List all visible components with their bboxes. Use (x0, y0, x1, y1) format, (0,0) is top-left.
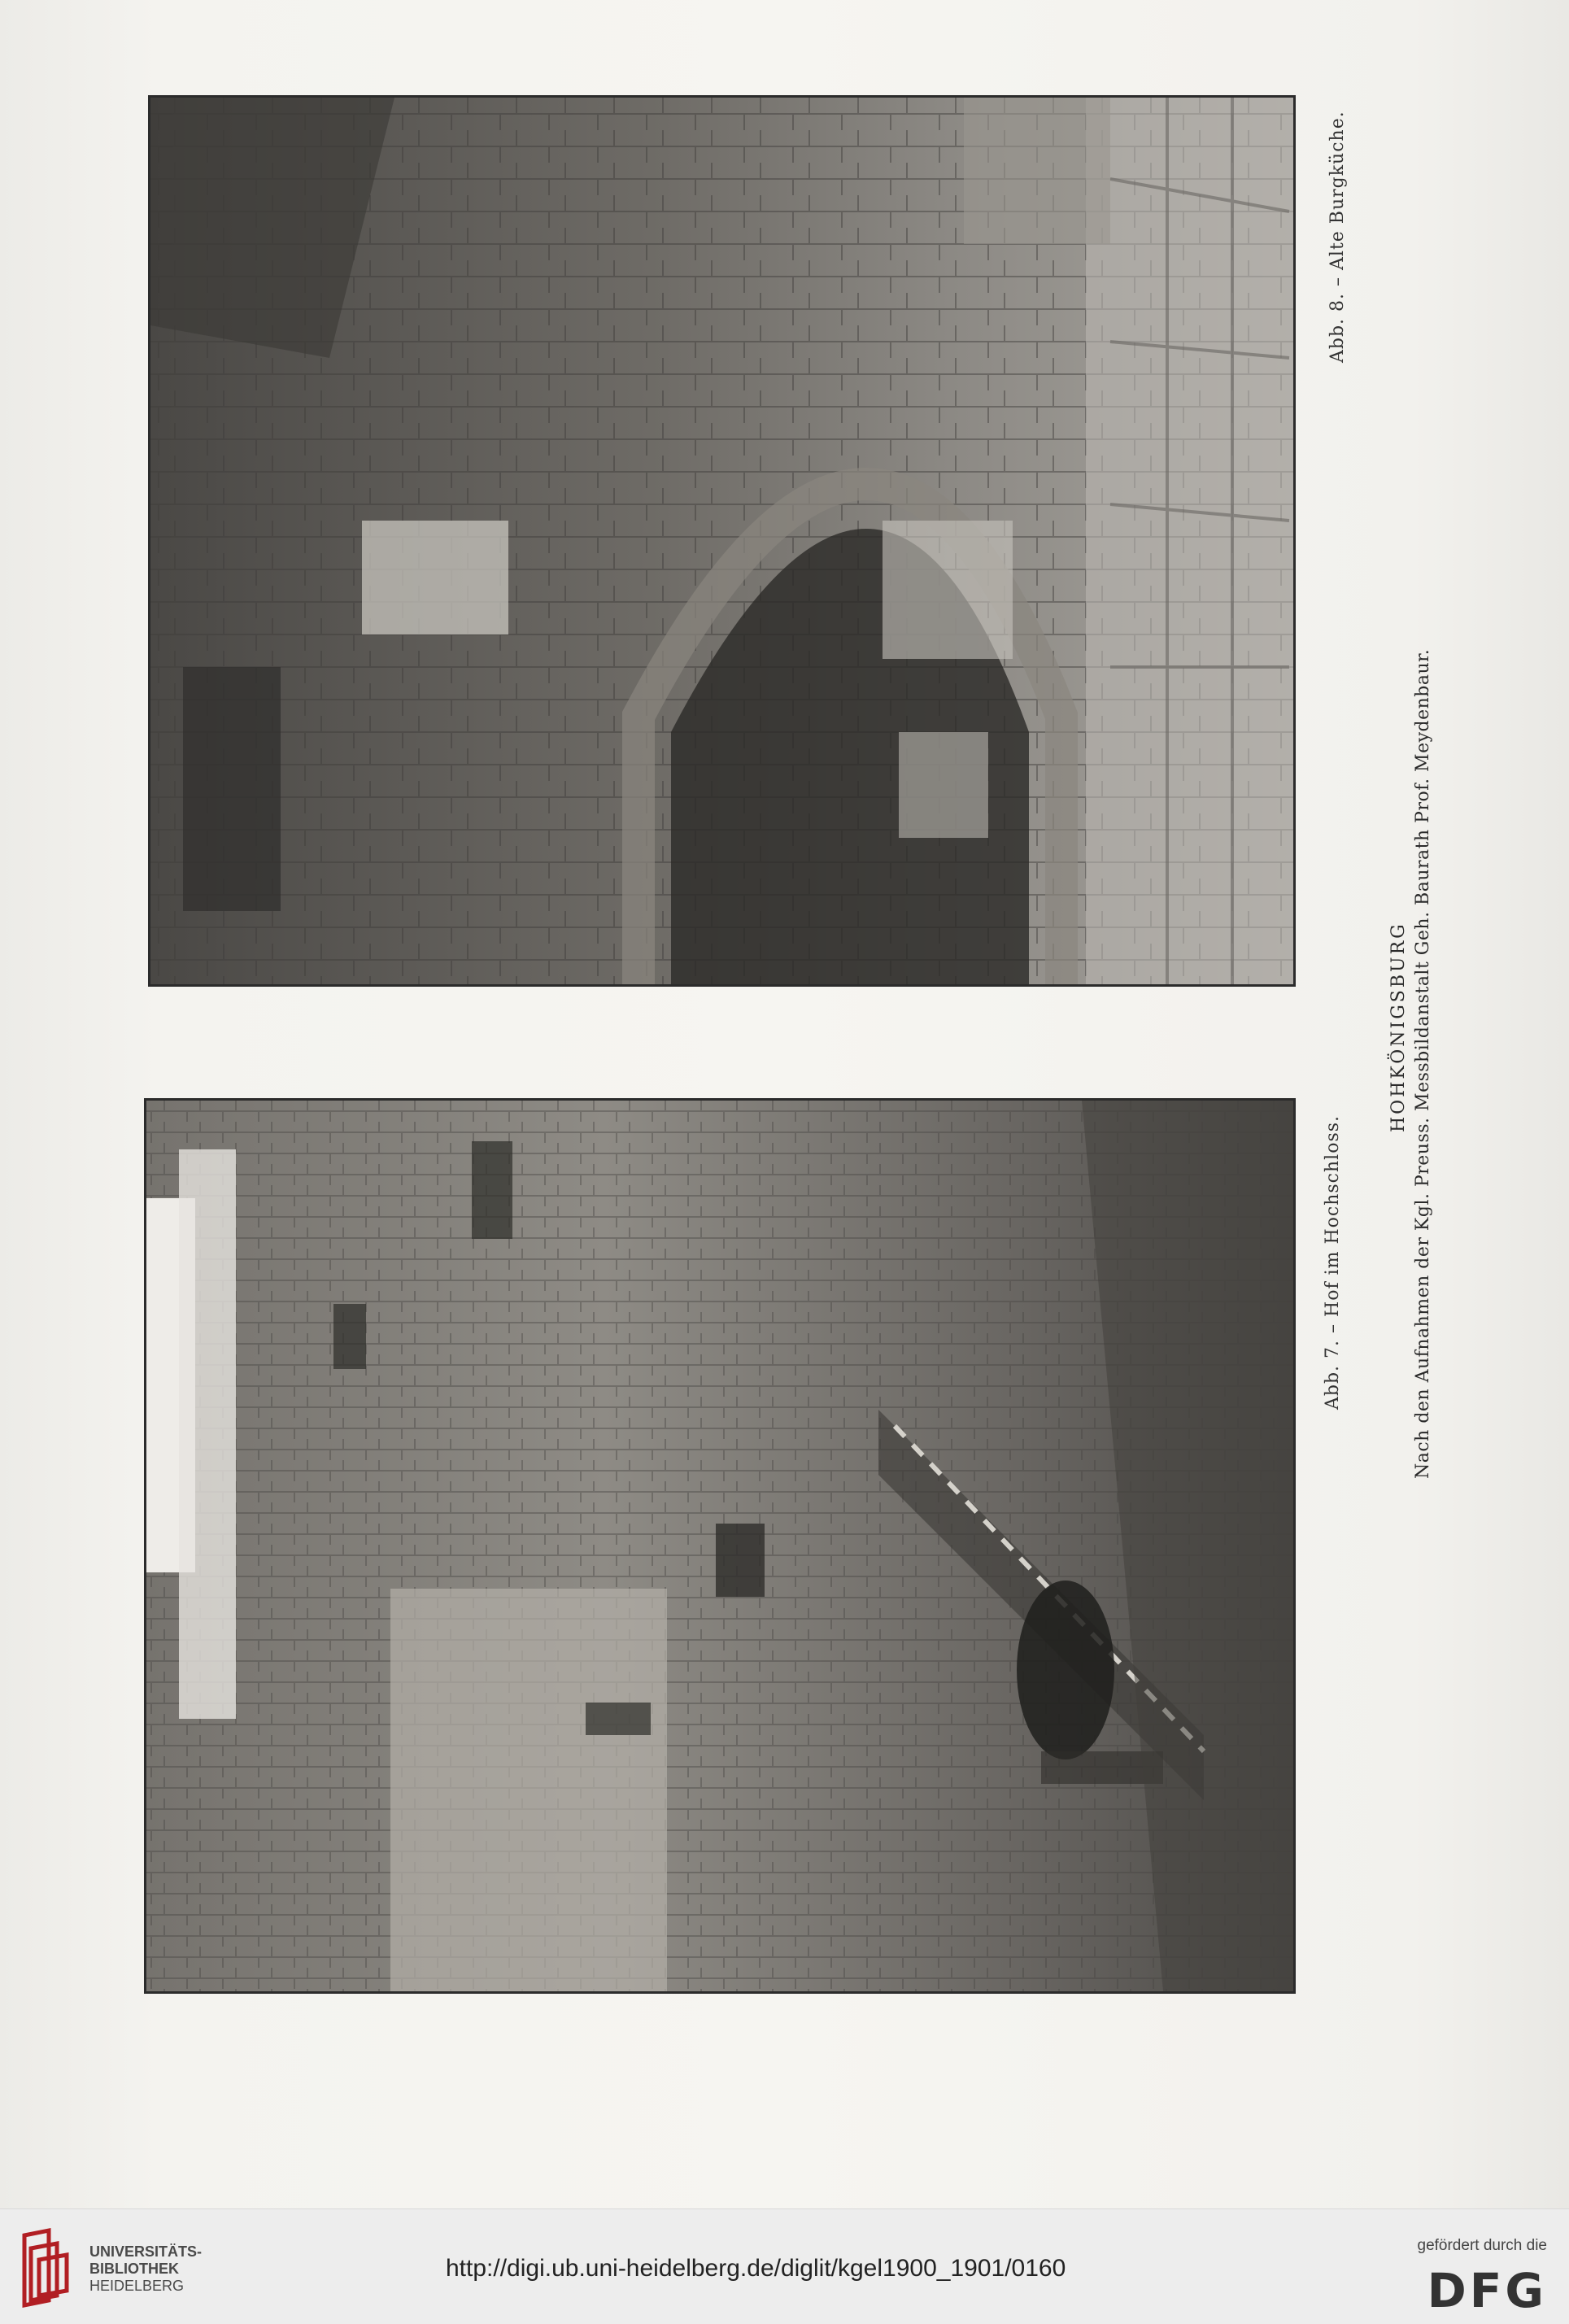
library-line-1: UNIVERSITÄTS- (89, 2243, 203, 2260)
library-line-2: BIBLIOTHEK (89, 2261, 179, 2277)
photo-alte-burgkueche (148, 95, 1296, 987)
library-line-3: HEIDELBERG (89, 2278, 185, 2294)
dfg-logo[interactable]: DFG (1427, 2263, 1547, 2318)
sponsor-label: gefördert durch die (1417, 2237, 1547, 2254)
ub-heidelberg-logo-icon[interactable] (16, 2227, 80, 2309)
credit-line: Nach den Aufnahmen der Kgl. Preuss. Messbildanstalt Geh. Baurath Prof. Meydenbaur. (1413, 648, 1433, 1479)
footer-bar (0, 2208, 1569, 2324)
library-name[interactable] (89, 2243, 202, 2295)
photo-hof-im-hochschloss (144, 1098, 1296, 1994)
caption-abb-8: Abb. 8. – Alte Burgküche. (1327, 111, 1348, 363)
permalink-url[interactable]: http://digi.ub.uni-heidelberg.de/diglit/kgel1900_1901/0160 (446, 2255, 1066, 2282)
credit-title: HOHKÖNIGSBURG (1388, 922, 1409, 1132)
caption-abb-7: Abb. 7. – Hof im Hochschloss. (1323, 1114, 1343, 1410)
